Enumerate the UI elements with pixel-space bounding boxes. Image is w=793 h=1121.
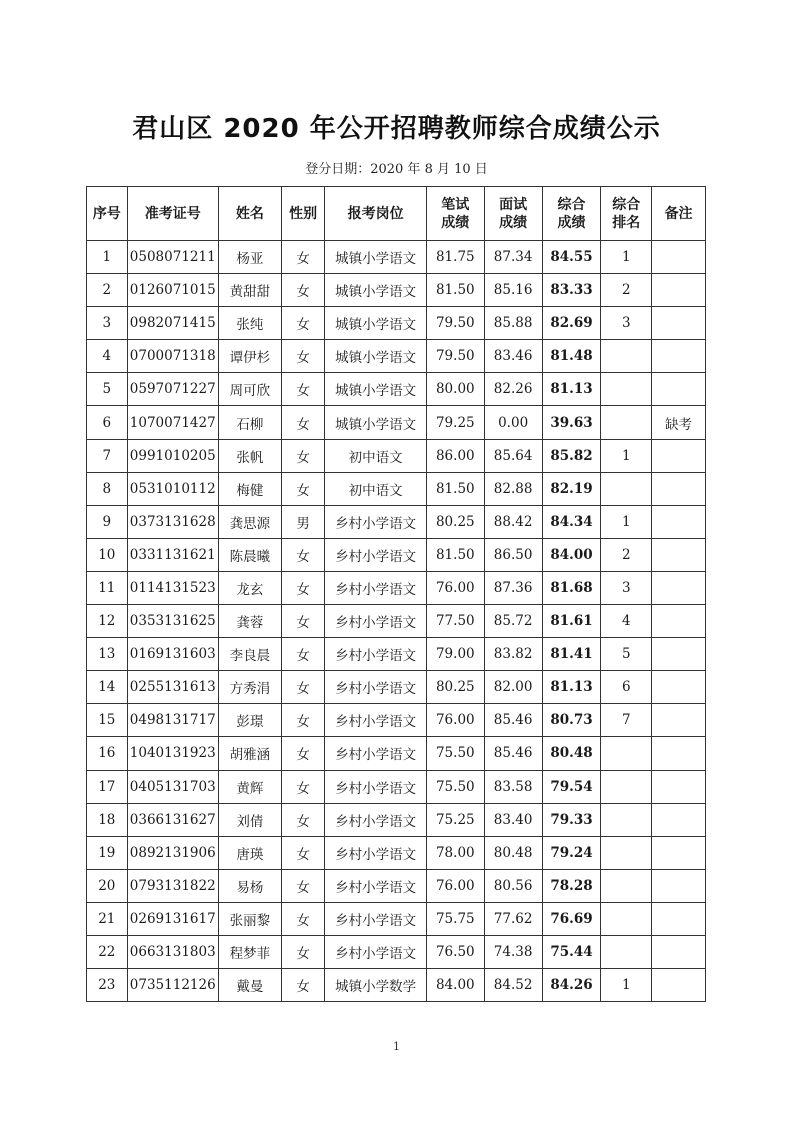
cell-remark	[652, 340, 706, 373]
cell-rank	[601, 737, 652, 770]
table-row	[87, 605, 706, 638]
cell-exam-id: 0405131703	[127, 770, 218, 803]
cell-written-score: 75.75	[426, 902, 484, 935]
page-number: 1	[393, 1040, 400, 1053]
cell-written-score: 81.75	[426, 241, 484, 274]
header-remark: 备注	[652, 187, 706, 241]
cell-total-score: 84.55	[542, 241, 601, 274]
cell-name: 唐瑛	[218, 836, 281, 869]
cell-exam-id: 1070071427	[127, 406, 218, 439]
cell-total-score: 84.00	[542, 538, 601, 571]
cell-interview-score: 83.58	[484, 770, 542, 803]
cell-remark	[652, 671, 706, 704]
cell-seq: 17	[87, 770, 128, 803]
cell-name: 龚思源	[218, 505, 281, 538]
cell-rank	[601, 935, 652, 968]
cell-remark	[652, 836, 706, 869]
cell-exam-id: 1040131923	[127, 737, 218, 770]
cell-total-score: 81.13	[542, 373, 601, 406]
cell-written-score: 81.50	[426, 274, 484, 307]
cell-interview-score: 85.46	[484, 737, 542, 770]
cell-interview-score: 86.50	[484, 538, 542, 571]
cell-position: 城镇小学语文	[325, 274, 426, 307]
cell-interview-score: 80.56	[484, 869, 542, 902]
cell-total-score: 82.69	[542, 307, 601, 340]
cell-position: 初中语文	[325, 472, 426, 505]
header-written	[426, 187, 484, 241]
cell-total-score: 75.44	[542, 935, 601, 968]
table-row	[87, 704, 706, 737]
header-row	[87, 187, 706, 241]
cell-written-score: 80.25	[426, 505, 484, 538]
cell-exam-id: 0991010205	[127, 439, 218, 472]
cell-name: 戴曼	[218, 969, 281, 1002]
cell-interview-score: 0.00	[484, 406, 542, 439]
page-title: 君山区 2020 年公开招聘教师综合成绩公示	[132, 114, 661, 144]
cell-interview-score: 85.88	[484, 307, 542, 340]
cell-name: 易杨	[218, 869, 281, 902]
cell-written-score: 75.25	[426, 803, 484, 836]
table-row	[87, 902, 706, 935]
cell-total-score: 80.48	[542, 737, 601, 770]
cell-position: 乡村小学语文	[325, 538, 426, 571]
cell-seq: 1	[87, 241, 128, 274]
cell-gender: 女	[281, 869, 325, 902]
cell-position: 乡村小学语文	[325, 803, 426, 836]
cell-interview-score: 85.72	[484, 605, 542, 638]
cell-interview-score: 82.88	[484, 472, 542, 505]
cell-total-score: 81.41	[542, 638, 601, 671]
cell-rank: 5	[601, 638, 652, 671]
cell-exam-id: 0126071015	[127, 274, 218, 307]
cell-written-score: 79.25	[426, 406, 484, 439]
cell-gender: 男	[281, 505, 325, 538]
header-interview-line2: 成绩	[499, 214, 528, 231]
cell-total-score: 82.19	[542, 472, 601, 505]
cell-interview-score: 83.46	[484, 340, 542, 373]
header-total-line1: 综合	[557, 196, 586, 213]
cell-written-score: 76.00	[426, 571, 484, 604]
table-row	[87, 340, 706, 373]
cell-remark	[652, 737, 706, 770]
cell-remark	[652, 869, 706, 902]
header-interview	[484, 187, 542, 241]
cell-rank: 1	[601, 505, 652, 538]
cell-interview-score: 87.36	[484, 571, 542, 604]
cell-exam-id: 0508071211	[127, 241, 218, 274]
cell-rank: 6	[601, 671, 652, 704]
cell-name: 程梦菲	[218, 935, 281, 968]
header-seq: 序号	[87, 187, 128, 241]
table-row	[87, 505, 706, 538]
cell-remark	[652, 505, 706, 538]
cell-position: 乡村小学语文	[325, 671, 426, 704]
cell-seq: 18	[87, 803, 128, 836]
header-name: 姓名	[218, 187, 281, 241]
cell-seq: 15	[87, 704, 128, 737]
cell-name: 杨亚	[218, 241, 281, 274]
table-row	[87, 869, 706, 902]
cell-exam-id: 0597071227	[127, 373, 218, 406]
cell-position: 城镇小学语文	[325, 406, 426, 439]
cell-seq: 13	[87, 638, 128, 671]
cell-written-score: 79.00	[426, 638, 484, 671]
cell-remark	[652, 373, 706, 406]
cell-rank	[601, 472, 652, 505]
cell-seq: 11	[87, 571, 128, 604]
cell-gender: 女	[281, 406, 325, 439]
cell-written-score: 78.00	[426, 836, 484, 869]
cell-interview-score: 80.48	[484, 836, 542, 869]
table-row	[87, 836, 706, 869]
cell-gender: 女	[281, 340, 325, 373]
cell-rank: 3	[601, 307, 652, 340]
header-rank-line1: 综合	[612, 196, 641, 213]
cell-position: 初中语文	[325, 439, 426, 472]
cell-gender: 女	[281, 538, 325, 571]
cell-name: 张帆	[218, 439, 281, 472]
header-interview-line1: 面试	[499, 196, 528, 213]
cell-rank	[601, 836, 652, 869]
cell-name: 周可欣	[218, 373, 281, 406]
cell-gender: 女	[281, 803, 325, 836]
cell-position: 乡村小学语文	[325, 605, 426, 638]
cell-gender: 女	[281, 274, 325, 307]
cell-exam-id: 0498131717	[127, 704, 218, 737]
cell-position: 乡村小学语文	[325, 935, 426, 968]
cell-name: 谭伊杉	[218, 340, 281, 373]
cell-name: 方秀涓	[218, 671, 281, 704]
cell-written-score: 81.50	[426, 538, 484, 571]
header-total	[542, 187, 601, 241]
cell-gender: 女	[281, 770, 325, 803]
cell-position: 城镇小学语文	[325, 340, 426, 373]
cell-total-score: 81.61	[542, 605, 601, 638]
table-row	[87, 671, 706, 704]
cell-name: 彭璟	[218, 704, 281, 737]
cell-exam-id: 0793131822	[127, 869, 218, 902]
cell-seq: 12	[87, 605, 128, 638]
table-row	[87, 439, 706, 472]
header-rank	[601, 187, 652, 241]
table-row	[87, 307, 706, 340]
cell-interview-score: 82.00	[484, 671, 542, 704]
cell-rank	[601, 406, 652, 439]
cell-remark	[652, 439, 706, 472]
cell-seq: 22	[87, 935, 128, 968]
header-gender: 性别	[281, 187, 325, 241]
cell-seq: 9	[87, 505, 128, 538]
cell-gender: 女	[281, 241, 325, 274]
cell-name: 黄辉	[218, 770, 281, 803]
cell-rank	[601, 373, 652, 406]
cell-gender: 女	[281, 571, 325, 604]
cell-remark	[652, 241, 706, 274]
cell-exam-id: 0735112126	[127, 969, 218, 1002]
cell-rank: 2	[601, 274, 652, 307]
cell-name: 陈晨曦	[218, 538, 281, 571]
cell-written-score: 75.50	[426, 770, 484, 803]
cell-gender: 女	[281, 935, 325, 968]
cell-written-score: 76.50	[426, 935, 484, 968]
cell-written-score: 76.00	[426, 704, 484, 737]
cell-seq: 19	[87, 836, 128, 869]
cell-remark	[652, 538, 706, 571]
cell-total-score: 81.48	[542, 340, 601, 373]
cell-gender: 女	[281, 836, 325, 869]
cell-rank	[601, 803, 652, 836]
score-table	[86, 186, 706, 1002]
cell-rank: 7	[601, 704, 652, 737]
cell-written-score: 80.25	[426, 671, 484, 704]
cell-seq: 6	[87, 406, 128, 439]
cell-name: 张丽黎	[218, 902, 281, 935]
cell-written-score: 75.50	[426, 737, 484, 770]
cell-remark	[652, 803, 706, 836]
table-row	[87, 935, 706, 968]
cell-exam-id: 0373131628	[127, 505, 218, 538]
header-exam-id: 准考证号	[127, 187, 218, 241]
cell-exam-id: 0114131523	[127, 571, 218, 604]
cell-seq: 14	[87, 671, 128, 704]
cell-written-score: 79.50	[426, 340, 484, 373]
cell-position: 乡村小学语文	[325, 869, 426, 902]
cell-name: 龚蓉	[218, 605, 281, 638]
cell-position: 城镇小学语文	[325, 241, 426, 274]
cell-exam-id: 0366131627	[127, 803, 218, 836]
cell-position: 乡村小学语文	[325, 770, 426, 803]
cell-position: 城镇小学数学	[325, 969, 426, 1002]
cell-total-score: 85.82	[542, 439, 601, 472]
cell-remark	[652, 638, 706, 671]
cell-exam-id: 0982071415	[127, 307, 218, 340]
table-row	[87, 472, 706, 505]
table-row	[87, 274, 706, 307]
cell-exam-id: 0531010112	[127, 472, 218, 505]
cell-name: 龙玄	[218, 571, 281, 604]
cell-remark	[652, 307, 706, 340]
cell-remark	[652, 274, 706, 307]
cell-total-score: 79.24	[542, 836, 601, 869]
cell-exam-id: 0700071318	[127, 340, 218, 373]
cell-rank	[601, 902, 652, 935]
cell-gender: 女	[281, 704, 325, 737]
cell-seq: 7	[87, 439, 128, 472]
cell-total-score: 84.26	[542, 969, 601, 1002]
cell-exam-id: 0269131617	[127, 902, 218, 935]
cell-interview-score: 74.38	[484, 935, 542, 968]
cell-interview-score: 83.82	[484, 638, 542, 671]
cell-seq: 16	[87, 737, 128, 770]
score-date: 登分日期：2020 年 8 月 10 日	[305, 162, 488, 177]
header-written-line2: 成绩	[441, 214, 470, 231]
table-row	[87, 803, 706, 836]
cell-interview-score: 77.62	[484, 902, 542, 935]
cell-remark	[652, 969, 706, 1002]
cell-written-score: 81.50	[426, 472, 484, 505]
cell-gender: 女	[281, 671, 325, 704]
cell-position: 乡村小学语文	[325, 902, 426, 935]
cell-exam-id: 0255131613	[127, 671, 218, 704]
table-row	[87, 737, 706, 770]
cell-rank: 4	[601, 605, 652, 638]
cell-exam-id: 0663131803	[127, 935, 218, 968]
cell-total-score: 83.33	[542, 274, 601, 307]
cell-written-score: 79.50	[426, 307, 484, 340]
cell-rank: 2	[601, 538, 652, 571]
header-total-line2: 成绩	[557, 214, 586, 231]
cell-rank: 3	[601, 571, 652, 604]
cell-exam-id: 0169131603	[127, 638, 218, 671]
cell-seq: 23	[87, 969, 128, 1002]
cell-interview-score: 85.16	[484, 274, 542, 307]
cell-rank	[601, 770, 652, 803]
cell-name: 张纯	[218, 307, 281, 340]
cell-interview-score: 83.40	[484, 803, 542, 836]
cell-seq: 20	[87, 869, 128, 902]
header-rank-line2: 排名	[612, 214, 641, 231]
table-row	[87, 373, 706, 406]
cell-total-score: 78.28	[542, 869, 601, 902]
cell-gender: 女	[281, 902, 325, 935]
cell-rank: 1	[601, 969, 652, 1002]
cell-position: 乡村小学语文	[325, 638, 426, 671]
cell-position: 城镇小学语文	[325, 307, 426, 340]
cell-position: 城镇小学语文	[325, 373, 426, 406]
cell-total-score: 79.33	[542, 803, 601, 836]
table-row	[87, 770, 706, 803]
cell-position: 乡村小学语文	[325, 505, 426, 538]
cell-position: 乡村小学语文	[325, 836, 426, 869]
cell-remark	[652, 472, 706, 505]
cell-rank: 1	[601, 439, 652, 472]
cell-written-score: 84.00	[426, 969, 484, 1002]
cell-written-score: 76.00	[426, 869, 484, 902]
cell-name: 石柳	[218, 406, 281, 439]
cell-rank: 1	[601, 241, 652, 274]
cell-written-score: 86.00	[426, 439, 484, 472]
cell-gender: 女	[281, 439, 325, 472]
cell-exam-id: 0892131906	[127, 836, 218, 869]
table-row	[87, 969, 706, 1002]
cell-gender: 女	[281, 638, 325, 671]
cell-remark	[652, 770, 706, 803]
cell-total-score: 76.69	[542, 902, 601, 935]
cell-name: 梅健	[218, 472, 281, 505]
cell-seq: 5	[87, 373, 128, 406]
cell-seq: 10	[87, 538, 128, 571]
cell-position: 乡村小学语文	[325, 704, 426, 737]
cell-interview-score: 85.64	[484, 439, 542, 472]
cell-remark	[652, 902, 706, 935]
cell-interview-score: 84.52	[484, 969, 542, 1002]
cell-gender: 女	[281, 472, 325, 505]
cell-position: 乡村小学语文	[325, 737, 426, 770]
cell-name: 胡雅涵	[218, 737, 281, 770]
cell-remark	[652, 935, 706, 968]
cell-name: 黄甜甜	[218, 274, 281, 307]
cell-remark	[652, 704, 706, 737]
cell-name: 刘倩	[218, 803, 281, 836]
cell-written-score: 77.50	[426, 605, 484, 638]
cell-seq: 2	[87, 274, 128, 307]
cell-position: 乡村小学语文	[325, 571, 426, 604]
cell-gender: 女	[281, 737, 325, 770]
cell-interview-score: 88.42	[484, 505, 542, 538]
cell-total-score: 81.13	[542, 671, 601, 704]
cell-interview-score: 85.46	[484, 704, 542, 737]
table-row	[87, 538, 706, 571]
cell-gender: 女	[281, 605, 325, 638]
cell-remark: 缺考	[652, 406, 706, 439]
header-written-line1: 笔试	[441, 196, 470, 213]
cell-total-score: 84.34	[542, 505, 601, 538]
cell-interview-score: 82.26	[484, 373, 542, 406]
cell-rank	[601, 869, 652, 902]
cell-remark	[652, 605, 706, 638]
cell-exam-id: 0353131625	[127, 605, 218, 638]
cell-seq: 21	[87, 902, 128, 935]
table-row	[87, 241, 706, 274]
cell-remark	[652, 571, 706, 604]
cell-written-score: 80.00	[426, 373, 484, 406]
cell-seq: 8	[87, 472, 128, 505]
cell-rank	[601, 340, 652, 373]
cell-seq: 3	[87, 307, 128, 340]
cell-total-score: 80.73	[542, 704, 601, 737]
cell-gender: 女	[281, 969, 325, 1002]
cell-total-score: 81.68	[542, 571, 601, 604]
cell-interview-score: 87.34	[484, 241, 542, 274]
cell-total-score: 39.63	[542, 406, 601, 439]
cell-total-score: 79.54	[542, 770, 601, 803]
cell-name: 李良晨	[218, 638, 281, 671]
cell-gender: 女	[281, 307, 325, 340]
table-row	[87, 406, 706, 439]
cell-seq: 4	[87, 340, 128, 373]
cell-exam-id: 0331131621	[127, 538, 218, 571]
table-row	[87, 638, 706, 671]
cell-gender: 女	[281, 373, 325, 406]
table-row	[87, 571, 706, 604]
score-table-body	[87, 241, 706, 1002]
header-position: 报考岗位	[325, 187, 426, 241]
